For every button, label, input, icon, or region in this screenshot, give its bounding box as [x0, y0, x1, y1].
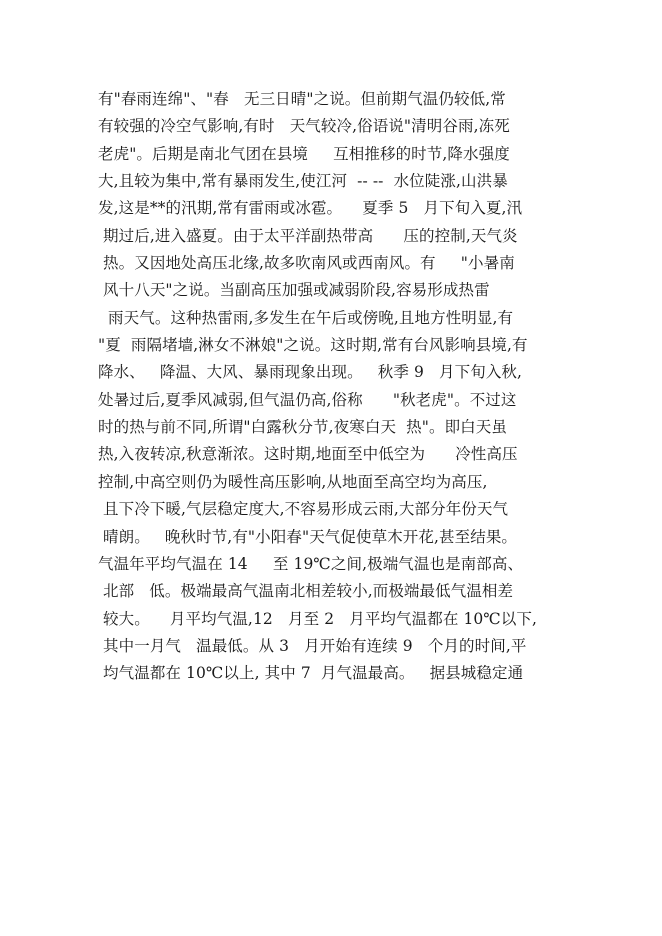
text-line: 时的热与前不同,所谓"白露秋分节,夜寒白天 热"。即白天虽	[98, 418, 507, 437]
text-line: 处暑过后,夏季风减弱,但气温仍高,俗称 "秋老虎"。不过这	[98, 390, 517, 409]
text-line: 有"春雨连绵"、"春 无三日晴"之说。但前期气温仍较低,常	[98, 90, 506, 108]
text-line: 较大。 月平均气温,12 月至 2 月平均气温都在 10℃以下,	[98, 609, 538, 628]
text-line: 雨天气。这种热雷雨,多发生在午后或傍晚,且地方性明显,有	[98, 308, 514, 327]
text-line: 老虎"。后期是南北气团在县境 互相推移的时节,降水强度	[98, 144, 510, 163]
text-line: 且下冷下暖,气层稳定度大,不容易形成云雨,大部分年份天气	[98, 500, 509, 519]
text-line: 期过后,进入盛夏。由于太平洋副热带高 压的控制,天气炎	[98, 226, 518, 245]
text-line: "夏 雨隔堵墙,淋女不淋娘"之说。这时期,常有台风影响县境,有	[98, 336, 528, 355]
text-line: 晴朗。 晚秋时节,有"小阳春"天气促使草木开花,甚至结果。	[98, 527, 518, 546]
text-line: 降水、 降温、大风、暴雨现象出现。 秋季 9 月下旬入秋,	[98, 363, 523, 382]
text-line: 热,入夜转凉,秋意渐浓。这时期,地面至中低空为 冷性高压	[98, 445, 518, 464]
text-line: 风十八天"之说。当副高压加强或减弱阶段,容易形成热雷	[98, 281, 490, 300]
text-line: 发,这是**的汛期,常有雷雨或冰雹。 夏季 5 月下旬入夏,汛	[98, 199, 523, 218]
climate-text-body	[98, 86, 568, 688]
text-line: 大,且较为集中,常有暴雨发生,使江河 -- -- 水位陡涨,山洪暴	[98, 172, 508, 191]
text-line: 热。又因地处高压北缘,故多吹南风或西南风。有 "小暑南	[98, 254, 515, 273]
text-line: 气温年平均气温在 14 至 19℃之间,极端气温也是南部高、	[98, 554, 524, 573]
text-line: 均气温都在 10℃以上, 其中 7 月气温最高。 据县城稳定通	[98, 664, 524, 683]
text-line: 控制,中高空则仍为暖性高压影响,从地面至高空均为高压,	[98, 472, 488, 491]
text-line: 其中一月气 温最低。从 3 月开始有连续 9 个月的时间,平	[98, 636, 527, 655]
text-line: 北部 低。极端最高气温南北相差较小,而极端最低气温相差	[98, 582, 514, 601]
text-line: 有较强的冷空气影响,有时 天气较冷,俗语说"清明谷雨,冻死	[98, 117, 510, 136]
